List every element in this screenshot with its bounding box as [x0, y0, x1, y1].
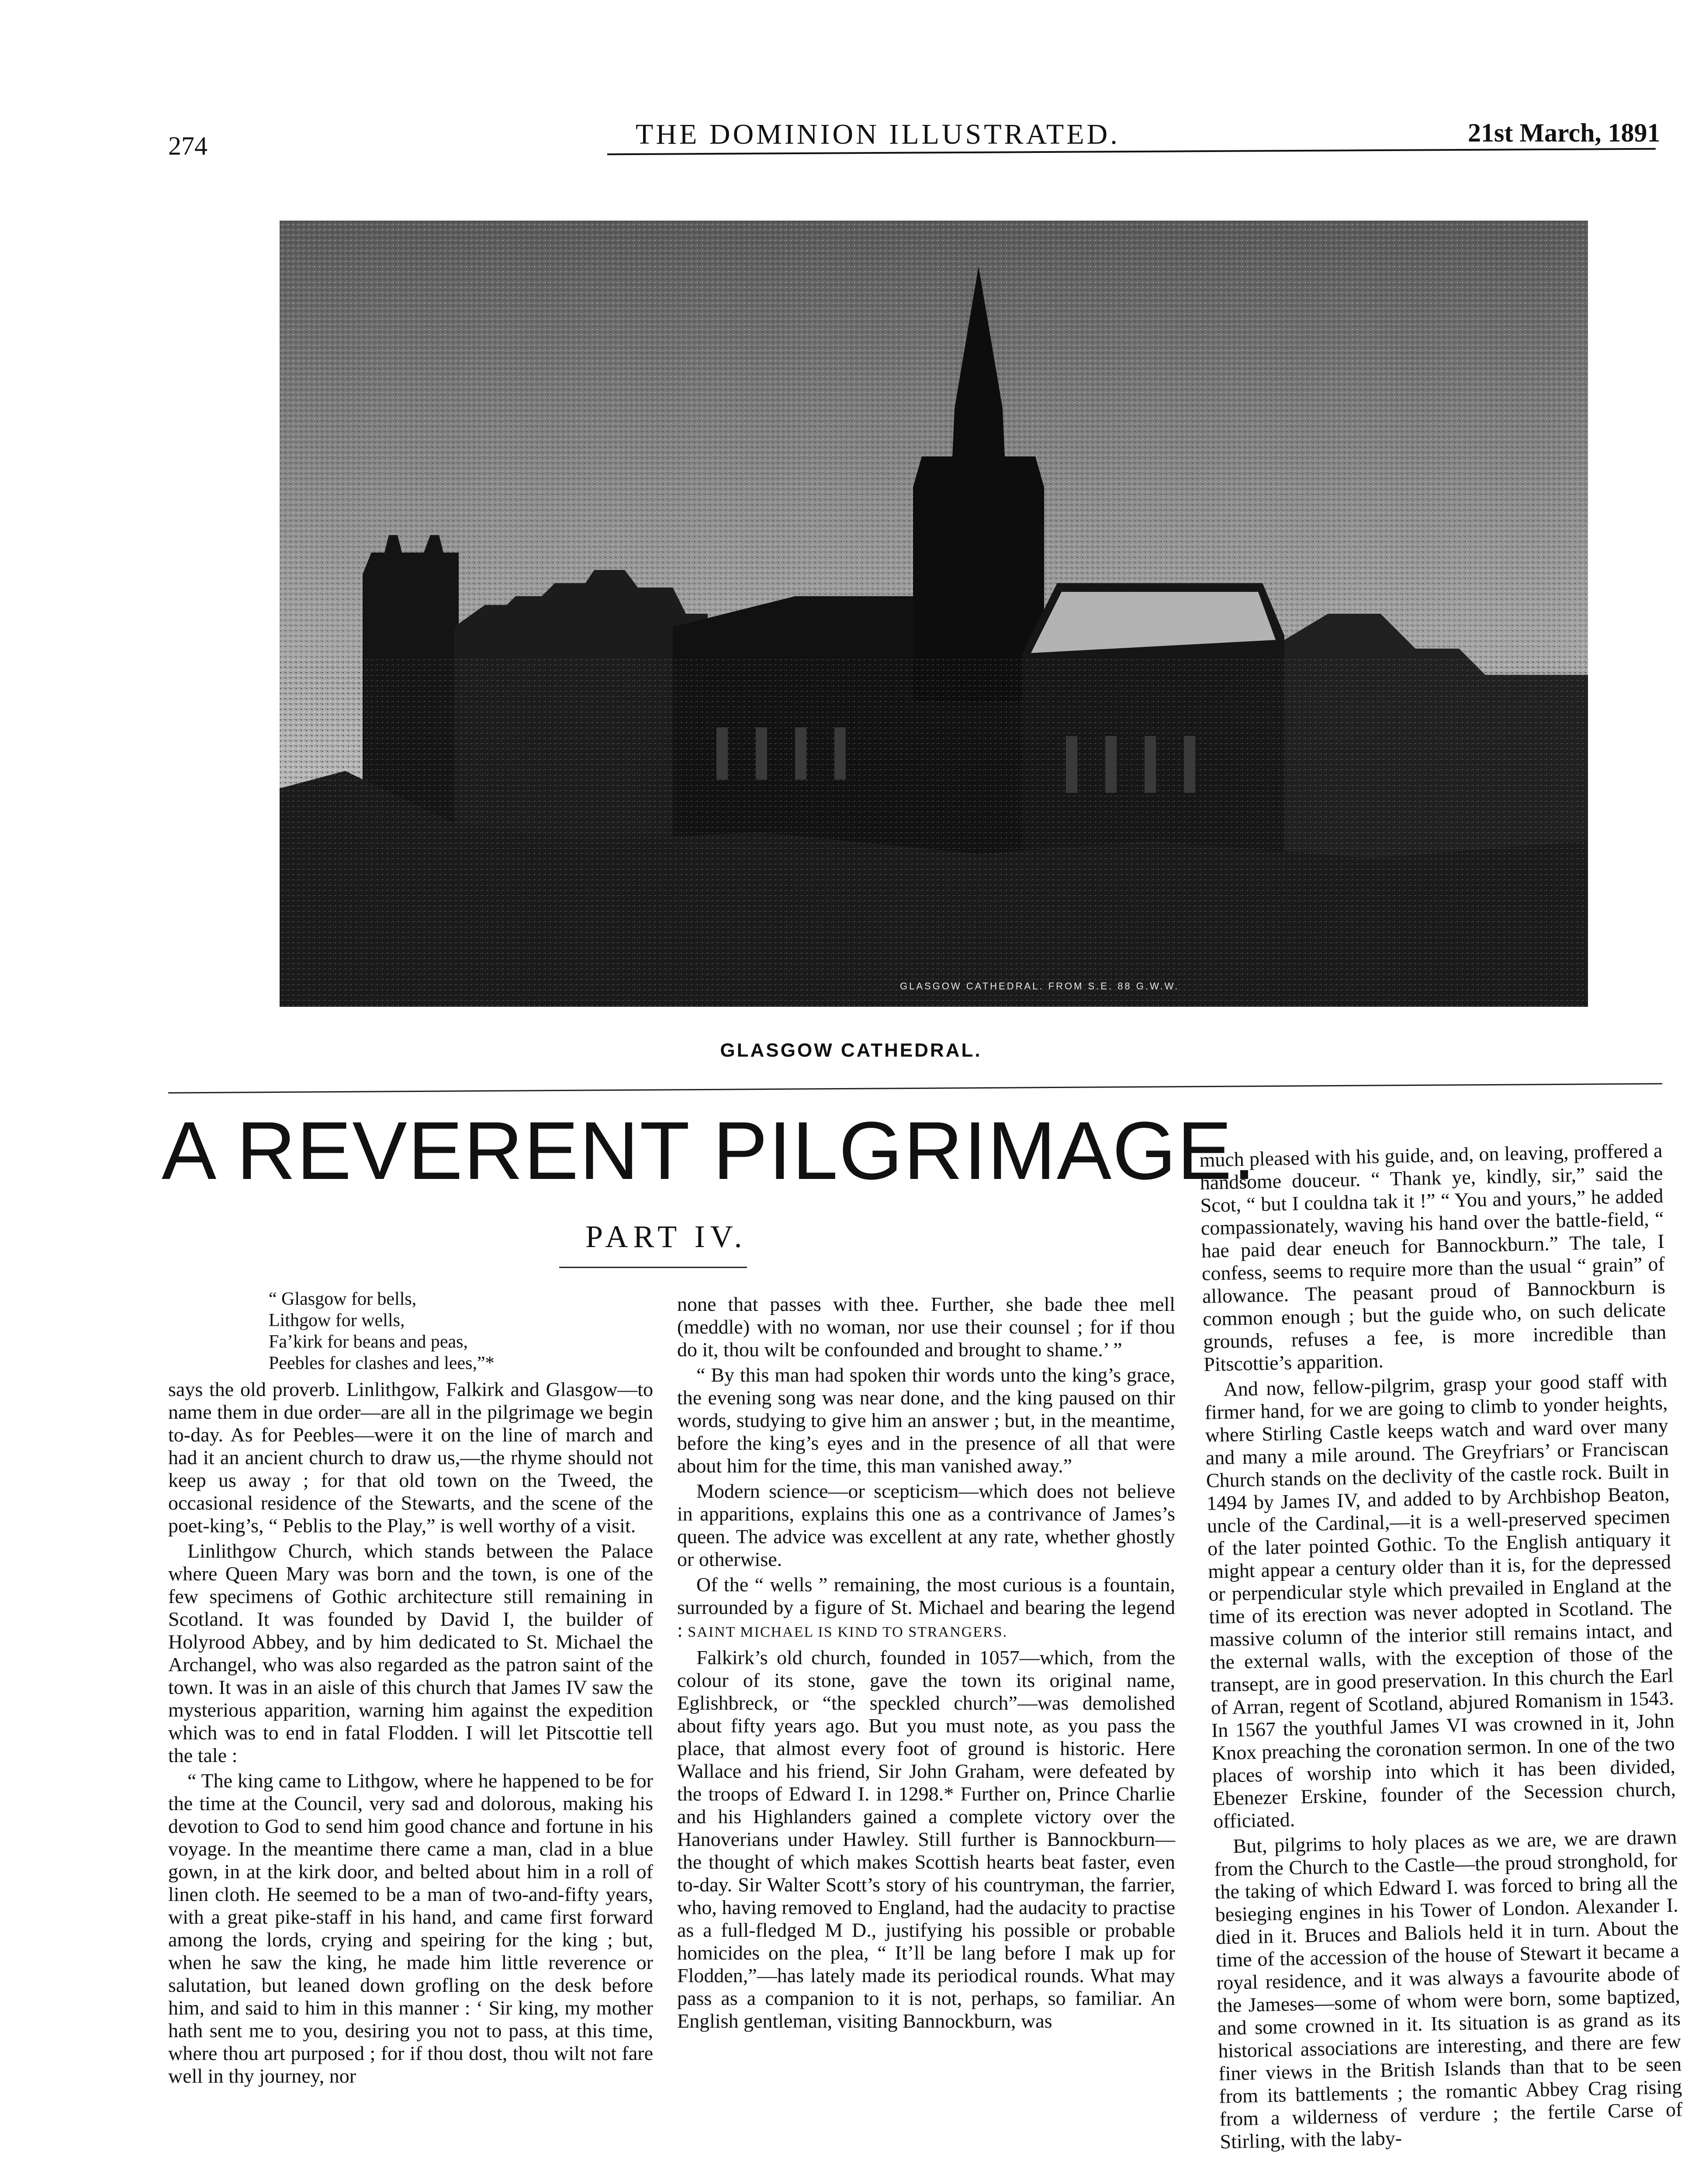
page-number: 274: [168, 131, 208, 160]
verse-line: “ Glasgow for bells,: [269, 1289, 417, 1309]
verse-line: Peebles for clashes and lees,”*: [269, 1353, 495, 1373]
column-3: [1199, 1139, 1683, 2156]
article-title: A REVERENT PILGRIMAGE.: [162, 1105, 1257, 1196]
publication-title: THE DOMINION ILLUSTRATED.: [636, 118, 1120, 150]
paragraph: says the old proverb. Linlithgow, Falkirk and Glasgow—to name them in due order—are all in the pilgrimage we begin to-day. As for Peebles—were it on the line of march and had it an ancient church to draw us,—the rhyme should not keep us away ; for that old town on the Tweed, the occasional residence of the Stewarts, and the scene of the poet-king’s, “ Peblis to the Play,” is well worthy of a visit.: [168, 1378, 653, 1537]
paragraph: But, pilgrims to holy places as we are, we are drawn from the Church to the Castle—the proud stronghold, for the taking of which Edward I. was forced to bring all the besieging engines in his Tower of London. Alexander I. died in it. Bruces and Baliols held it in turn. About the time of the accession of the house of Stewart it became a royal residence, and it was always a favourite abode of the Jameses—some of whom were born, some baptized, and some crowned in it. Its situation is as grand as its historical associations are interesting, and there are few finer views in the British Islands than that to be seen from its battlements ; the romantic Abbey Crag rising from a wilderness of verdure ; the fertile Carse of Stirling, with the laby-: [1214, 1825, 1683, 2153]
paragraph: much pleased with his guide, and, on leaving, proffered a handsome douceur. “ Thank ye, kindly, sir,” said the Scot, “ but I couldna tak it !” “ You and yours,” he added compassionately, waving his hand over the battle-field, “ hae paid dear eneuch for Bannockburn.” The tale, I confess, seems to require more than the usual “ grain” of allowance. The peasant proud of Bannockburn is common enough ; but the guide who, on such delicate grounds, refuses a fee, is more incredible than Pitscottie’s apparition.: [1199, 1139, 1667, 1375]
article-part: PART IV.: [585, 1219, 747, 1254]
photo-caption: GLASGOW CATHEDRAL.: [720, 1040, 982, 1061]
paragraph: “ The king came to Lithgow, where he happened to be for the time at the Council, very sad and dolorous, making his devotion to God to send him good chance and fortune in his voyage. In the meantime there came a man, clad in a blue gown, in at the kirk door, and belted about him in a roll of linen cloth. He seemed to be a man of two-and-fifty years, with a great pike-staff in his hand, and came first forward among the lords, crying and speiring for the king ; but, when he saw the king, he made him little reverence or salutation, but leaned down grofling on the desk before him, and said to him in this manner : ‘ Sir king, my mother hath sent me to you, desiring you not to pass, at this time, where thou art purposed ; for if thou dost, thou wilt not fare well in thy journey, nor: [168, 1769, 653, 2087]
paragraph: none that passes with thee. Further, she bade thee mell (meddle) with no woman, nor use their counsel ; for if thou do it, thou wilt be confounded and brought to shame.’ ”: [677, 1293, 1175, 1361]
verse-line: Lithgow for wells,: [269, 1310, 405, 1330]
paragraph: Falkirk’s old church, founded in 1057—which, from the colour of its stone, gave the town its original name, Eglishbreck, or “the speckled church”—was demolished about fifty years ago. But you must note, as you pass the place, that almost every foot of ground is historic. Here Wallace and his friend, Sir John Graham, were defeated by the troops of Edward I. in 1298.* Further on, Prince Charlie and his Highlanders gained a complete victory over the Hanoverians under Hawley. Still further is Bannockburn—the thought of which makes Scottish hearts beat faster, even to-day. Sir Walter Scott’s story of his countryman, the farrier, who, having removed to England, had the audacity to practise as a full-fledged M D., justifying his possible or probable homicides on the plea, “ It’ll be lang before I mak up for Flodden,”—has lately made its periodical rounds. What may pass as a companion to it is not, perhaps, so familiar. An English gentleman, visiting Bannockburn, was: [677, 1646, 1175, 2032]
column-1: [168, 1378, 653, 2090]
paragraph: “ By this man had spoken thir words unto the king’s grace, the evening song was near done, and the king paused on thir words, studying to give him an answer ; but, in the meantime, before the king’s eyes and in the presence of all that were about him for the time, this man vanished away.”: [677, 1364, 1175, 1477]
paragraph: And now, fellow-pilgrim, grasp your good staff with firmer hand, for we are going to climb to yonder heights, where Stirling Castle keeps watch and ward over many and many a mile around. The Greyfriars’ or Franciscan Church stands on the declivity of the castle rock. Built in 1494 by James IV, and added to by Archbishop Beaton, uncle of the Cardinal,—it is a well-preserved specimen of the later pointed Gothic. To the English antiquary it might appear a century older than it is, for the depressed or perpendicular style which prevailed in England at the time of its erection was never adopted in Scotland. The massive column of the interior still remains intact, and the external walls, with the exception of those of the transept, are in good preservation. In this church the Earl of Arran, regent of Scotland, abjured Romanism in 1543. In 1567 the youthful James VI was crowned in it, John Knox preaching the coronation sermon. In one of the two places of worship into which it has been divided, Ebenezer Erskine, founder of the Secession church, officiated.: [1204, 1368, 1676, 1832]
paragraph: [677, 1573, 1175, 1644]
fountain-legend: SAINT MICHAEL IS KIND TO STRANGERS.: [688, 1624, 1008, 1640]
verse-line: Fa’kirk for beans and peas,: [269, 1332, 468, 1352]
cathedral-photo: [280, 221, 1588, 1007]
part-rule: [559, 1267, 747, 1268]
paragraph: Modern science—or scepticism—which does not believe in apparitions, explains this one as a contrivance of James’s queen. The advice was excellent at any rate, whether ghostly or otherwise.: [677, 1480, 1175, 1570]
issue-date: 21st March, 1891: [1468, 118, 1660, 147]
paragraph-text: Of the “ wells ” remaining, the most curious is a fountain, surrounded by a figure of St. Michael and bearing the legend :: [677, 1573, 1175, 1641]
column-2: [677, 1293, 1175, 2035]
proverb-verse: [269, 1289, 662, 1374]
photo-inscription: GLASGOW CATHEDRAL. FROM S.E. 88 G.W.W.: [900, 981, 1180, 992]
section-divider: [168, 1083, 1662, 1094]
paragraph: Linlithgow Church, which stands between the Palace where Queen Mary was born and the town, is one of the few specimens of Gothic architecture still remaining in Scotland. It was founded by David I, the builder of Holyrood Abbey, and by him dedicated to St. Michael the Archangel, who was also regarded as the patron saint of the town. It was in an aisle of this church that James IV saw the mysterious apparition, warning him against the expedition which was to end in fatal Flodden. I will let Pitscottie tell the tale :: [168, 1540, 653, 1766]
